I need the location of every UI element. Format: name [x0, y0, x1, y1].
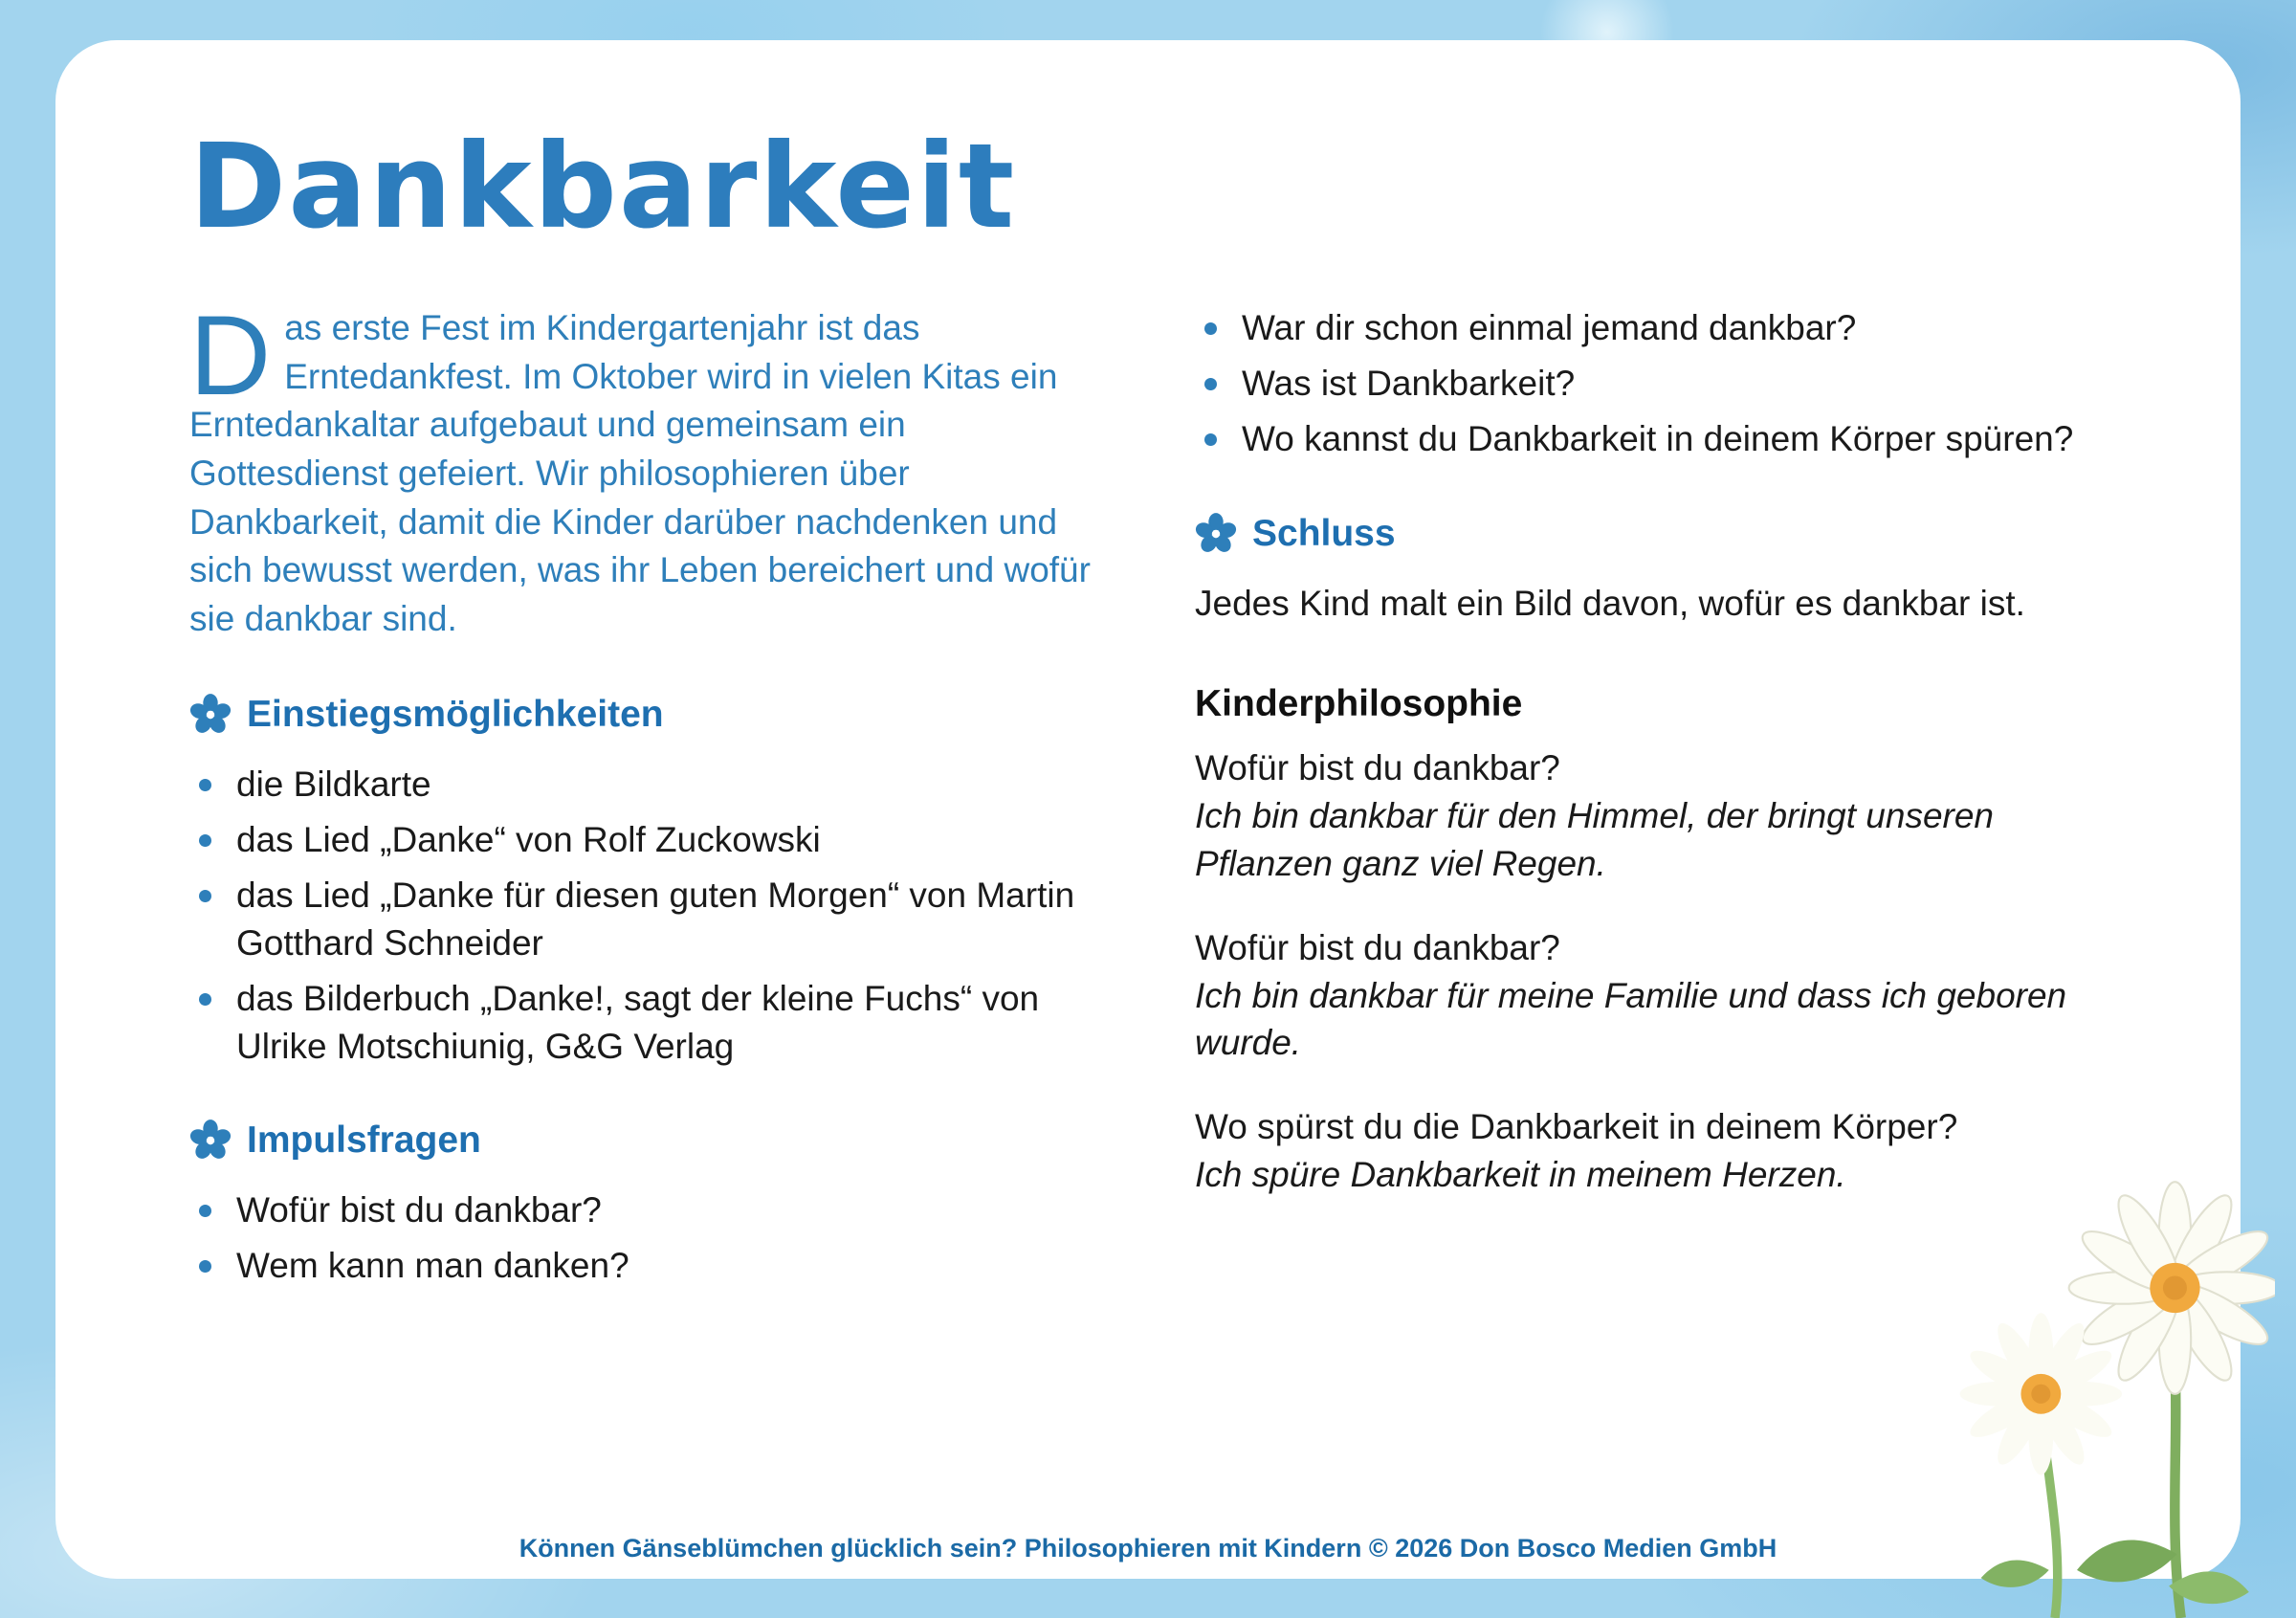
footer-credit: Können Gänseblümchen glücklich sein? Philosophieren mit Kindern © 2026 Don Bosco Medien GmbH [519, 1534, 1777, 1563]
bullet-icon [199, 1205, 211, 1217]
flower-icon [189, 1119, 232, 1162]
qa-answer: Ich bin dankbar für den Himmel, der bringt unseren Pflanzen ganz viel Regen. [1195, 795, 1994, 883]
bullet-icon [199, 890, 211, 902]
section-heading-label: Einstiegsmöglichkeiten [247, 693, 664, 735]
list-item-text: das Bilderbuch „Danke!, sagt der kleine Fuchs“ von Ulrike Motschiunig, G&G Verlag [236, 978, 1040, 1066]
card [55, 40, 2241, 1579]
qa-question: Wofür bist du dankbar? [1195, 927, 1560, 967]
section-heading-label: Impulsfragen [247, 1119, 481, 1162]
qa-question: Wofür bist du dankbar? [1195, 747, 1560, 787]
schluss-text: Jedes Kind malt ein Bild davon, wofür es dankbar ist. [1195, 583, 2025, 623]
list-item [189, 872, 1092, 967]
bullet-icon [1204, 378, 1217, 390]
list-item [189, 1242, 1092, 1290]
list-item [1195, 304, 2097, 352]
bullet-icon [1204, 322, 1217, 335]
intro-text: as erste Fest im Kindergartenjahr ist das Erntedankfest. Im Oktober wird in vielen Kitas ein Erntedankaltar aufgebaut und gemeinsam ein Gottesdienst gefeiert. Wir philosophieren über Dankbarkeit, damit die Kinder darüber nachdenken und sich bewusst werden, was ihr Leben bereichert und wofür sie dankbar sind. [189, 308, 1091, 639]
qa-question: Wo spürst du die Dankbarkeit in deinem Körper? [1195, 1107, 1958, 1147]
impulsfragen-list-right [1195, 304, 2097, 463]
bullet-icon [199, 834, 211, 847]
drop-cap: D [189, 293, 272, 419]
content-columns [189, 293, 2097, 1297]
daisy-illustration [1945, 1178, 2275, 1618]
list-item-text: Wem kann man danken? [236, 1246, 629, 1286]
list-item [1195, 360, 2097, 408]
list-item [189, 761, 1092, 809]
bullet-icon [199, 1260, 211, 1273]
left-column [189, 293, 1092, 1297]
bullet-icon [1204, 433, 1217, 446]
list-item-text: Wo kannst du Dankbarkeit in deinem Körper spüren? [1242, 418, 2074, 458]
right-column [1195, 304, 2097, 1297]
list-item [1195, 415, 2097, 463]
impulsfragen-list-left [189, 1186, 1092, 1290]
page-title: Dankbarkeit [189, 119, 1017, 255]
qa-block [1195, 744, 2097, 888]
list-item-text: Was ist Dankbarkeit? [1242, 363, 1576, 403]
list-item-text: die Bildkarte [236, 764, 431, 804]
qa-answer: Ich spüre Dankbarkeit in meinem Herzen. [1195, 1155, 1846, 1195]
section-heading-einstieg [189, 694, 1092, 736]
section-heading-label: Schluss [1252, 512, 1396, 554]
list-item [189, 975, 1092, 1071]
list-item-text: War dir schon einmal jemand dankbar? [1242, 308, 1857, 347]
list-item-text: Wofür bist du dankbar? [236, 1190, 602, 1230]
kinderphilosophie-heading: Kinderphilosophie [1195, 682, 1523, 724]
section-heading-impulsfragen [189, 1119, 1092, 1162]
list-item [189, 816, 1092, 864]
flower-icon [189, 694, 232, 736]
flower-icon [1195, 513, 1237, 555]
list-item-text: das Lied „Danke für diesen guten Morgen“ von Martin Gotthard Schneider [236, 875, 1075, 963]
bullet-icon [199, 993, 211, 1006]
list-item-text: das Lied „Danke“ von Rolf Zuckowski [236, 819, 821, 859]
qa-answer: Ich bin dankbar für meine Familie und dass ich geboren wurde. [1195, 975, 2067, 1063]
einstieg-list [189, 761, 1092, 1071]
section-heading-schluss [1195, 513, 2097, 555]
bullet-icon [199, 779, 211, 791]
qa-block [1195, 924, 2097, 1068]
list-item [189, 1186, 1092, 1234]
intro-paragraph [189, 293, 1092, 644]
